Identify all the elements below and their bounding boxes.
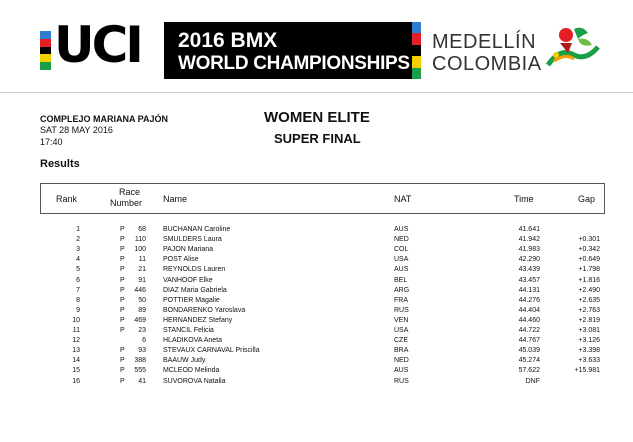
time-cell: 44.276 <box>518 296 540 304</box>
event-date: SAT 28 MAY 2016 <box>40 125 113 135</box>
header-race-number-line2: Number <box>110 198 143 208</box>
table-row <box>0 235 633 245</box>
rank-cell: 14 <box>72 357 80 365</box>
status-cell: P <box>120 377 125 385</box>
gap-cell: +2.819 <box>578 316 600 324</box>
nationality-cell: FRA <box>394 296 408 304</box>
rider-name-cell: PAJON Mariana <box>163 246 214 254</box>
header-gap: Gap <box>578 194 596 204</box>
race-number-cell: 100 <box>134 246 146 254</box>
rider-name-cell: BUCHANAN Caroline <box>163 226 231 233</box>
medellin-bmx-logo-icon <box>544 25 600 71</box>
gap-cell: +1.798 <box>578 266 600 274</box>
nationality-cell: RUS <box>394 306 409 314</box>
gap-cell: +15.981 <box>574 367 600 375</box>
status-cell: P <box>120 286 125 294</box>
status-cell: P <box>120 256 125 264</box>
header-banner <box>0 0 633 104</box>
nationality-cell: VEN <box>394 316 409 324</box>
nationality-cell: BEL <box>394 276 408 284</box>
time-cell: 43.439 <box>518 266 540 274</box>
category-title: WOMEN ELITE <box>264 109 370 126</box>
race-number-cell: 21 <box>138 266 146 274</box>
time-cell: 41.942 <box>518 236 540 244</box>
rider-name-cell: STEVAUX CARNAVAL Priscilla <box>163 347 260 355</box>
nationality-cell: ARG <box>394 286 410 294</box>
race-number-cell: 446 <box>134 286 146 294</box>
nationality-cell: COL <box>394 246 409 254</box>
nationality-cell: CZE <box>394 337 408 345</box>
nationality-cell: NED <box>394 236 409 244</box>
status-cell: P <box>120 246 125 254</box>
rank-cell: 4 <box>76 256 80 264</box>
table-row <box>0 225 633 235</box>
time-cell: 44.404 <box>518 306 540 314</box>
rider-name-cell: DIAZ Maria Gabriela <box>163 286 227 294</box>
nationality-cell: USA <box>394 256 409 264</box>
table-row <box>0 366 633 376</box>
nationality-cell: AUS <box>394 226 409 233</box>
table-row <box>0 346 633 356</box>
status-cell: P <box>120 226 125 233</box>
race-number-cell: 68 <box>138 226 146 233</box>
rider-name-cell: HERNANDEZ Stefany <box>163 316 233 324</box>
header-race-number-line1: Race <box>119 187 141 197</box>
gap-cell: +3.398 <box>578 347 600 355</box>
rider-name-cell: POST Alise <box>163 256 199 264</box>
race-number-cell: 93 <box>138 347 146 355</box>
event-time: 17:40 <box>40 137 63 147</box>
gap-cell: +1.816 <box>578 276 600 284</box>
race-number-cell: 23 <box>138 327 146 334</box>
time-cell: 42.290 <box>518 256 540 264</box>
gap-cell: +3.081 <box>578 327 600 334</box>
status-cell: P <box>120 327 125 334</box>
race-number-cell: 89 <box>138 306 146 314</box>
rank-cell: 11 <box>72 327 80 334</box>
header-name: Name <box>163 194 188 204</box>
rider-name-cell: REYNOLDS Lauren <box>163 266 226 274</box>
race-number-cell: 110 <box>134 236 146 244</box>
rider-name-cell: MCLEOD Melinda <box>163 367 220 375</box>
table-row <box>0 276 633 286</box>
rank-cell: 10 <box>72 316 80 324</box>
round-title: SUPER FINAL <box>274 131 361 146</box>
table-row <box>0 245 633 255</box>
header-nat: NAT <box>394 194 412 204</box>
header-divider <box>0 92 633 93</box>
table-row <box>0 326 633 336</box>
table-row <box>0 306 633 316</box>
rank-cell: 15 <box>72 367 80 375</box>
table-row <box>0 377 633 387</box>
race-number-cell: 41 <box>138 377 146 385</box>
rank-cell: 6 <box>76 276 80 284</box>
table-row <box>0 336 633 346</box>
race-number-cell: 91 <box>138 276 146 284</box>
time-cell: 44.767 <box>518 337 540 345</box>
status-cell: P <box>120 316 125 324</box>
header-rank: Rank <box>56 194 78 204</box>
time-cell: 45.039 <box>518 347 540 355</box>
gap-cell: +3.633 <box>578 357 600 365</box>
gap-cell: +0.342 <box>578 246 600 254</box>
race-number-cell: 11 <box>138 256 146 264</box>
table-row <box>0 265 633 275</box>
rider-name-cell: POTTIER Magalie <box>163 296 220 304</box>
rider-name-cell: STANCIL Felicia <box>163 327 214 334</box>
rider-name-cell: BAAUW Judy <box>163 357 206 365</box>
rank-cell: 2 <box>76 236 80 244</box>
rider-name-cell: HLADIKOVA Aneta <box>163 337 223 345</box>
status-cell: P <box>120 357 125 365</box>
race-number-cell: 50 <box>138 296 146 304</box>
gap-cell: +3.126 <box>578 337 600 345</box>
time-cell: 44.722 <box>518 327 540 334</box>
time-cell: 57.622 <box>518 367 540 375</box>
race-number-cell: 469 <box>134 316 146 324</box>
status-cell: P <box>120 276 125 284</box>
status-cell: P <box>120 266 125 274</box>
table-row <box>0 316 633 326</box>
status-cell: P <box>120 367 125 375</box>
status-cell: P <box>120 347 125 355</box>
gap-cell: +2.490 <box>578 286 600 294</box>
rank-cell: 9 <box>76 306 80 314</box>
time-cell: 41.983 <box>518 246 540 254</box>
event-title-line2: WORLD CHAMPIONSHIPS <box>178 53 410 74</box>
table-row <box>0 296 633 306</box>
rider-name-cell: VANHOOF Elke <box>163 276 213 284</box>
race-number-cell: 555 <box>134 367 146 375</box>
status-cell: P <box>120 306 125 314</box>
event-title-box <box>164 22 421 79</box>
rank-cell: 7 <box>76 286 80 294</box>
event-rainbow-stripes <box>412 22 421 79</box>
gap-cell: +2.635 <box>578 296 600 304</box>
time-cell: 45.274 <box>518 357 540 365</box>
status-cell: P <box>120 296 125 304</box>
nationality-cell: BRA <box>394 347 409 355</box>
nationality-cell: AUS <box>394 367 409 375</box>
time-cell: 44.131 <box>518 286 540 294</box>
gap-cell: +0.301 <box>578 236 600 244</box>
gap-cell: +2.763 <box>578 306 600 314</box>
rank-cell: 16 <box>72 377 80 385</box>
rider-name-cell: SMULDERS Laura <box>163 236 222 244</box>
uci-rainbow-stripes <box>40 31 51 70</box>
venue-name: COMPLEJO MARIANA PAJÓN <box>40 114 169 124</box>
nationality-cell: USA <box>394 327 409 334</box>
table-row <box>0 255 633 265</box>
nationality-cell: AUS <box>394 266 409 274</box>
results-heading: Results <box>40 158 80 170</box>
race-number-cell: 388 <box>134 357 146 365</box>
uci-logo: UCI <box>54 16 141 74</box>
time-cell: 43.457 <box>518 276 540 284</box>
time-cell: 41.641 <box>518 226 540 233</box>
rank-cell: 8 <box>76 296 80 304</box>
country-name: COLOMBIA <box>432 53 542 75</box>
gap-cell: +0.649 <box>578 256 600 264</box>
table-row <box>0 286 633 296</box>
header-time: Time <box>514 194 534 204</box>
time-cell: DNF <box>525 377 540 385</box>
rank-cell: 5 <box>76 266 80 274</box>
event-title-line1: 2016 BMX <box>178 29 278 52</box>
city-name: MEDELLÍN <box>432 31 537 53</box>
nationality-cell: NED <box>394 357 409 365</box>
rank-cell: 13 <box>72 347 80 355</box>
table-row <box>0 356 633 366</box>
race-number-cell: 6 <box>142 337 146 345</box>
rank-cell: 1 <box>76 226 80 233</box>
rider-name-cell: BONDARENKO Yaroslava <box>163 306 246 314</box>
rank-cell: 3 <box>76 246 80 254</box>
rider-name-cell: SUVOROVA Natalia <box>163 377 226 385</box>
nationality-cell: RUS <box>394 377 409 385</box>
time-cell: 44.460 <box>518 316 540 324</box>
rank-cell: 12 <box>72 337 80 345</box>
status-cell: P <box>120 236 125 244</box>
